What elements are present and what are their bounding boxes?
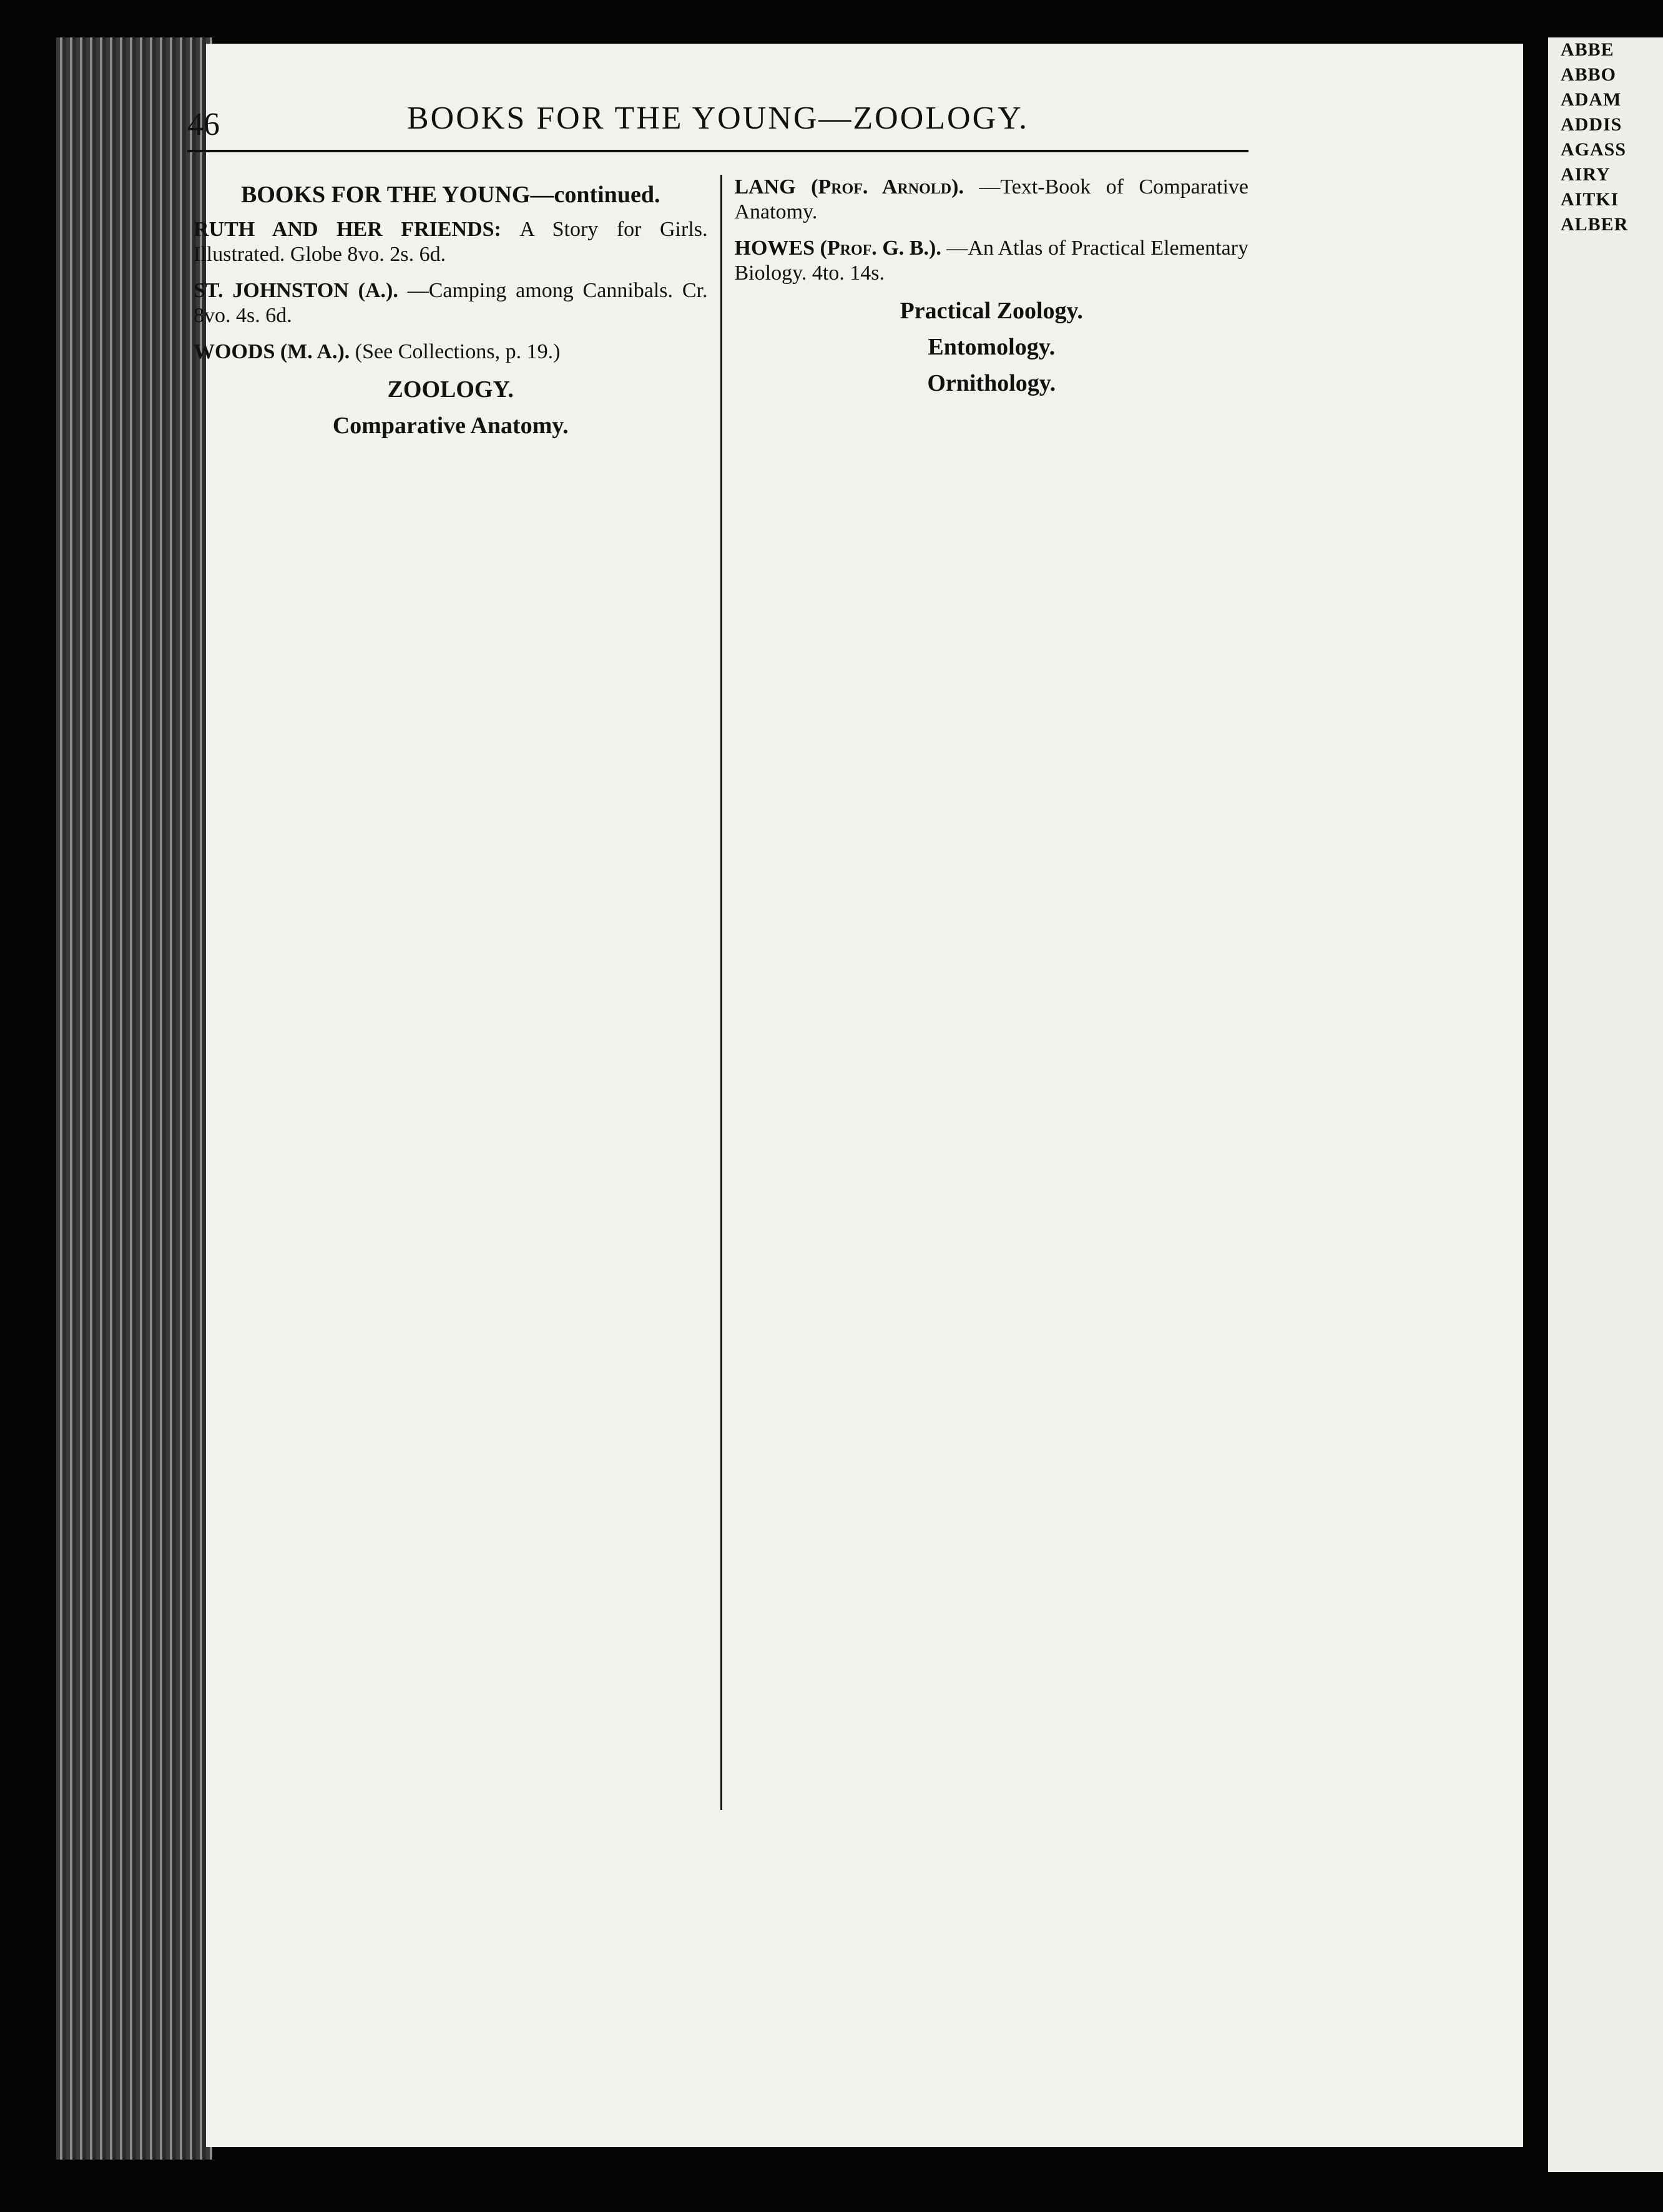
facing-page-stub: ADAM — [1561, 89, 1622, 110]
entry-author: RUTH AND HER FRIENDS: — [194, 218, 520, 241]
page-number: 46 — [187, 107, 220, 142]
entry-text: —Text-Book of Comparative Anatomy. — [734, 175, 1248, 223]
facing-page-stub: ABBE — [1561, 39, 1614, 60]
left-column-heading: BOOKS FOR THE YOUNG—continued. — [241, 182, 660, 208]
facing-page-stub: AITKI — [1561, 189, 1619, 210]
catalogue-entry — [735, 175, 1249, 225]
entry-author: WOODS (M. A.). — [194, 340, 355, 363]
right-column — [722, 175, 1262, 1810]
catalogue-entry — [194, 340, 708, 365]
left-column — [181, 175, 720, 1810]
entry-text: (See Collections, p. 19.) — [355, 340, 561, 363]
entry-text: —An Atlas of Practical Elementary Biology. 4to. 14s. — [734, 237, 1248, 285]
entry-author: HOWES (Prof. G. B.). — [734, 237, 947, 260]
running-head: BOOKS FOR THE YOUNG—ZOOLOGY. — [407, 100, 1029, 136]
entry-text: —Camping among Cannibals. Cr. 8vo. 4s. 6d. — [194, 279, 708, 327]
catalogue-entry — [735, 236, 1249, 286]
entry-author: LANG (Prof. Arnold). — [734, 175, 979, 198]
zoology-heading: ZOOLOGY. — [387, 376, 514, 403]
facing-page-stub: ALBER — [1561, 214, 1629, 235]
entry-author: ST. JOHNSTON (A.). — [194, 279, 408, 302]
facing-page-stub: AIRY — [1561, 164, 1611, 185]
comparative-anatomy-heading: Comparative Anatomy. — [332, 413, 569, 439]
catalogue-entry — [194, 278, 708, 328]
section-heading: Ornithology. — [927, 370, 1056, 396]
two-column-body — [181, 175, 1261, 1810]
page-header — [187, 75, 1248, 152]
section-heading: Entomology. — [928, 334, 1056, 360]
entry-text: A Story for Girls. Illustrated. Globe 8vo. 2s. 6d. — [194, 218, 708, 266]
facing-page-stub: ABBO — [1561, 64, 1617, 85]
facing-page — [1548, 37, 1663, 2172]
section-heading: Practical Zoology. — [900, 298, 1083, 324]
facing-page-stub: ADDIS — [1561, 114, 1622, 135]
catalogue-entry — [194, 217, 708, 267]
facing-page-stub: AGASS — [1561, 139, 1627, 160]
facing-page-stubs — [1548, 37, 1663, 237]
